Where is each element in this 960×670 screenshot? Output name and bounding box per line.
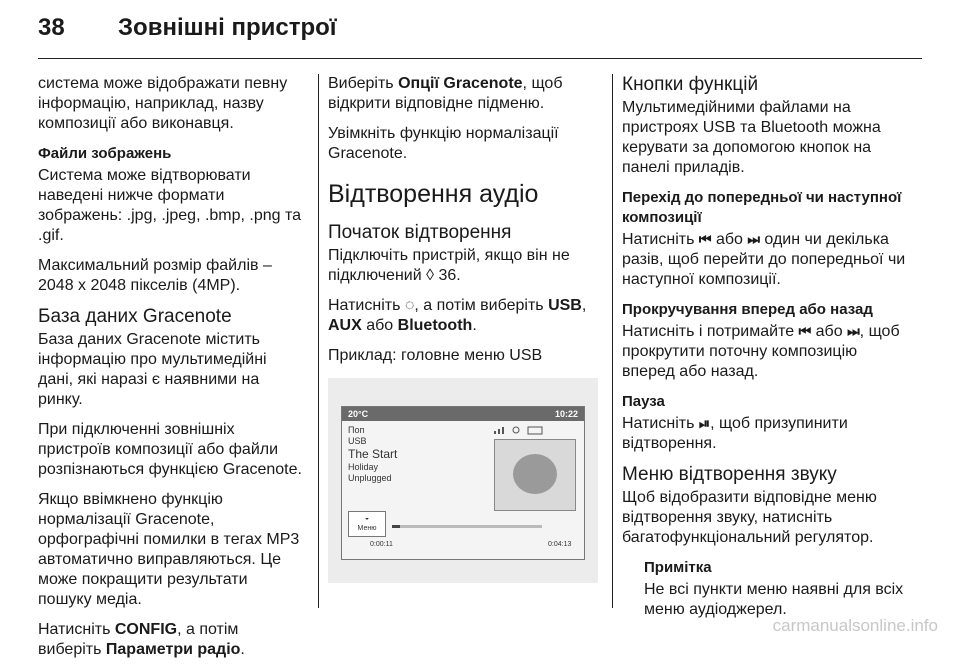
skip-paragraph — [622, 230, 912, 290]
column-divider — [318, 74, 319, 608]
start-playback-heading: Початок відтворення — [328, 222, 512, 243]
watermark: carmanualsonline.info — [772, 616, 938, 635]
next-track-icon: ⏭ — [847, 324, 860, 340]
sound-menu-heading: Меню відтворення звуку — [622, 464, 837, 485]
aux-label: AUX — [328, 317, 362, 334]
screen-clock: 10:22 — [554, 409, 578, 419]
then-select-text: , а потім виберіть — [414, 297, 544, 314]
press-text: Натисніть — [38, 621, 111, 638]
scroll-heading: Прокручування вперед або назад — [622, 301, 873, 318]
play-pause-icon: ⏯ — [698, 416, 711, 432]
page-ref: 36. — [438, 267, 461, 284]
pause-heading: Пауза — [622, 393, 665, 410]
screen-top-bar — [342, 407, 584, 421]
period: . — [240, 641, 245, 658]
page-ref-icon: ◊ — [426, 267, 435, 284]
usb-menu-screenshot — [328, 378, 598, 583]
then-select-text: , а потім виберіть — [38, 621, 239, 658]
enable-norm-paragraph: Увімкніть функцію нормалізації Gracenote. — [328, 125, 559, 162]
normalize-paragraph: Якщо ввімкнено функцію нормалізації Gracenote, орфографічні помилки в тегах MP3 автоматично виправляються. Це може покращити результати пошуку медіа. — [38, 491, 300, 608]
column-3 — [622, 74, 912, 630]
menu-icon: ◒ — [364, 515, 370, 522]
next-track-icon: ⏭ — [747, 232, 760, 248]
header-rule — [38, 58, 922, 59]
select-suffix-text: , щоб відкрити відповідне підменю. — [328, 75, 563, 112]
image-files-heading: Файли зображень — [38, 145, 172, 162]
connect-paragraph: При підключенні зовнішніх пристроїв композиції або файли розпізнаються функцією Gracenote. — [38, 421, 302, 478]
sound-menu-paragraph: Щоб відобразити відповідне меню відтворення звуку, натисніть багатофункціональний регулятор. — [622, 489, 877, 546]
example-caption: Приклад: головне меню USB — [328, 347, 543, 364]
page-header — [38, 14, 337, 50]
connect-device-paragraph — [328, 246, 608, 286]
screen-source: USB — [348, 436, 367, 446]
album-art-image — [494, 439, 576, 511]
screen-time-total: 0:04:13 — [548, 541, 572, 548]
image-files-paragraph: Система може відтворювати наведені нижче формати зображень: .jpg, .jpeg, .bmp, .png та .gif. — [38, 167, 302, 244]
note-block — [644, 558, 912, 620]
screen-menu-button[interactable] — [348, 511, 386, 537]
screen-track-title: The Start — [348, 447, 398, 461]
bluetooth-label: Bluetooth — [397, 317, 473, 334]
or-text: або — [366, 317, 394, 334]
buttons-heading: Кнопки функцій — [622, 74, 759, 95]
column-2 — [328, 74, 608, 583]
gracenote-paragraph: База даних Gracenote містить інформацію про мультимедійні дані, які наразі є наявними на ринку. — [38, 331, 267, 408]
page-number: 38 — [38, 14, 65, 41]
radio-settings-label: Параметри радіо — [105, 641, 241, 658]
pause-paragraph — [622, 414, 912, 454]
gracenote-heading: База даних Gracenote — [38, 306, 232, 327]
press-text: Натисніть — [622, 231, 695, 248]
progress-fill — [392, 525, 400, 528]
signal-icon — [492, 425, 552, 435]
or-text: або — [815, 323, 843, 340]
column-divider — [612, 74, 613, 608]
usb-label: USB — [548, 297, 582, 314]
press-text: Натисніть — [328, 297, 401, 314]
press-hold-text: Натисніть і потримайте — [622, 323, 795, 340]
or-text: або — [715, 231, 743, 248]
screen-temperature: 20°C — [348, 409, 369, 419]
screen-album: Holiday — [348, 462, 379, 472]
config-paragraph — [38, 620, 304, 660]
media-icon: ◌ — [404, 297, 415, 314]
gracenote-options-paragraph — [328, 74, 608, 114]
buttons-paragraph: Мультимедійними файлами на пристроях USB та Bluetooth можна керувати за допомогою кнопок на панелі приладів. — [622, 99, 881, 176]
screen-menu-label: Меню — [357, 525, 377, 532]
note-paragraph: Не всі пункти меню наявні для всіх меню аудіоджерел. — [644, 581, 904, 618]
skip-heading: Перехід до попередньої чи наступної композиції — [622, 189, 902, 226]
connect-device-text: Підключіть пристрій, якщо він не підключений — [328, 247, 570, 284]
note-heading: Примітка — [644, 559, 712, 576]
max-size-paragraph: Максимальний розмір файлів – 2048 x 2048 пікселів (4MP). — [38, 257, 272, 294]
progress-bar[interactable] — [392, 525, 542, 528]
skip-suffix-text: один чи декілька разів, щоб перейти до попередньої чи наступної композиції. — [622, 231, 906, 288]
intro-paragraph: система може відображати певну інформацію, наприклад, назву композиції або виконавця. — [38, 75, 288, 132]
press-text: Натисніть — [622, 415, 695, 432]
page-title: Зовнішні пристрої — [118, 14, 337, 41]
pause-suffix-text: , щоб призупинити відтворення. — [622, 415, 848, 452]
column-1 — [38, 74, 304, 670]
scroll-paragraph — [622, 322, 912, 382]
scroll-suffix-text: , щоб прокрутити поточну композицію вперед або назад. — [622, 323, 900, 380]
config-label: CONFIG — [114, 621, 178, 638]
comma: , — [581, 297, 587, 314]
screen-artist: Unplugged — [348, 473, 392, 483]
previous-track-icon: ⏮ — [698, 232, 712, 248]
select-text: Виберіть — [328, 75, 394, 92]
audio-playback-heading: Відтворення аудіо — [328, 180, 539, 208]
previous-track-icon: ⏮ — [798, 324, 812, 340]
screen-time-elapsed: 0:00:11 — [370, 541, 393, 548]
gracenote-options-label: Опції Gracenote — [398, 75, 523, 92]
screen-genre: Поп — [348, 425, 365, 435]
display-screen — [341, 406, 585, 560]
period: . — [472, 317, 477, 334]
screen-track-info — [348, 425, 397, 484]
status-icons — [492, 425, 552, 438]
source-select-paragraph — [328, 296, 608, 336]
